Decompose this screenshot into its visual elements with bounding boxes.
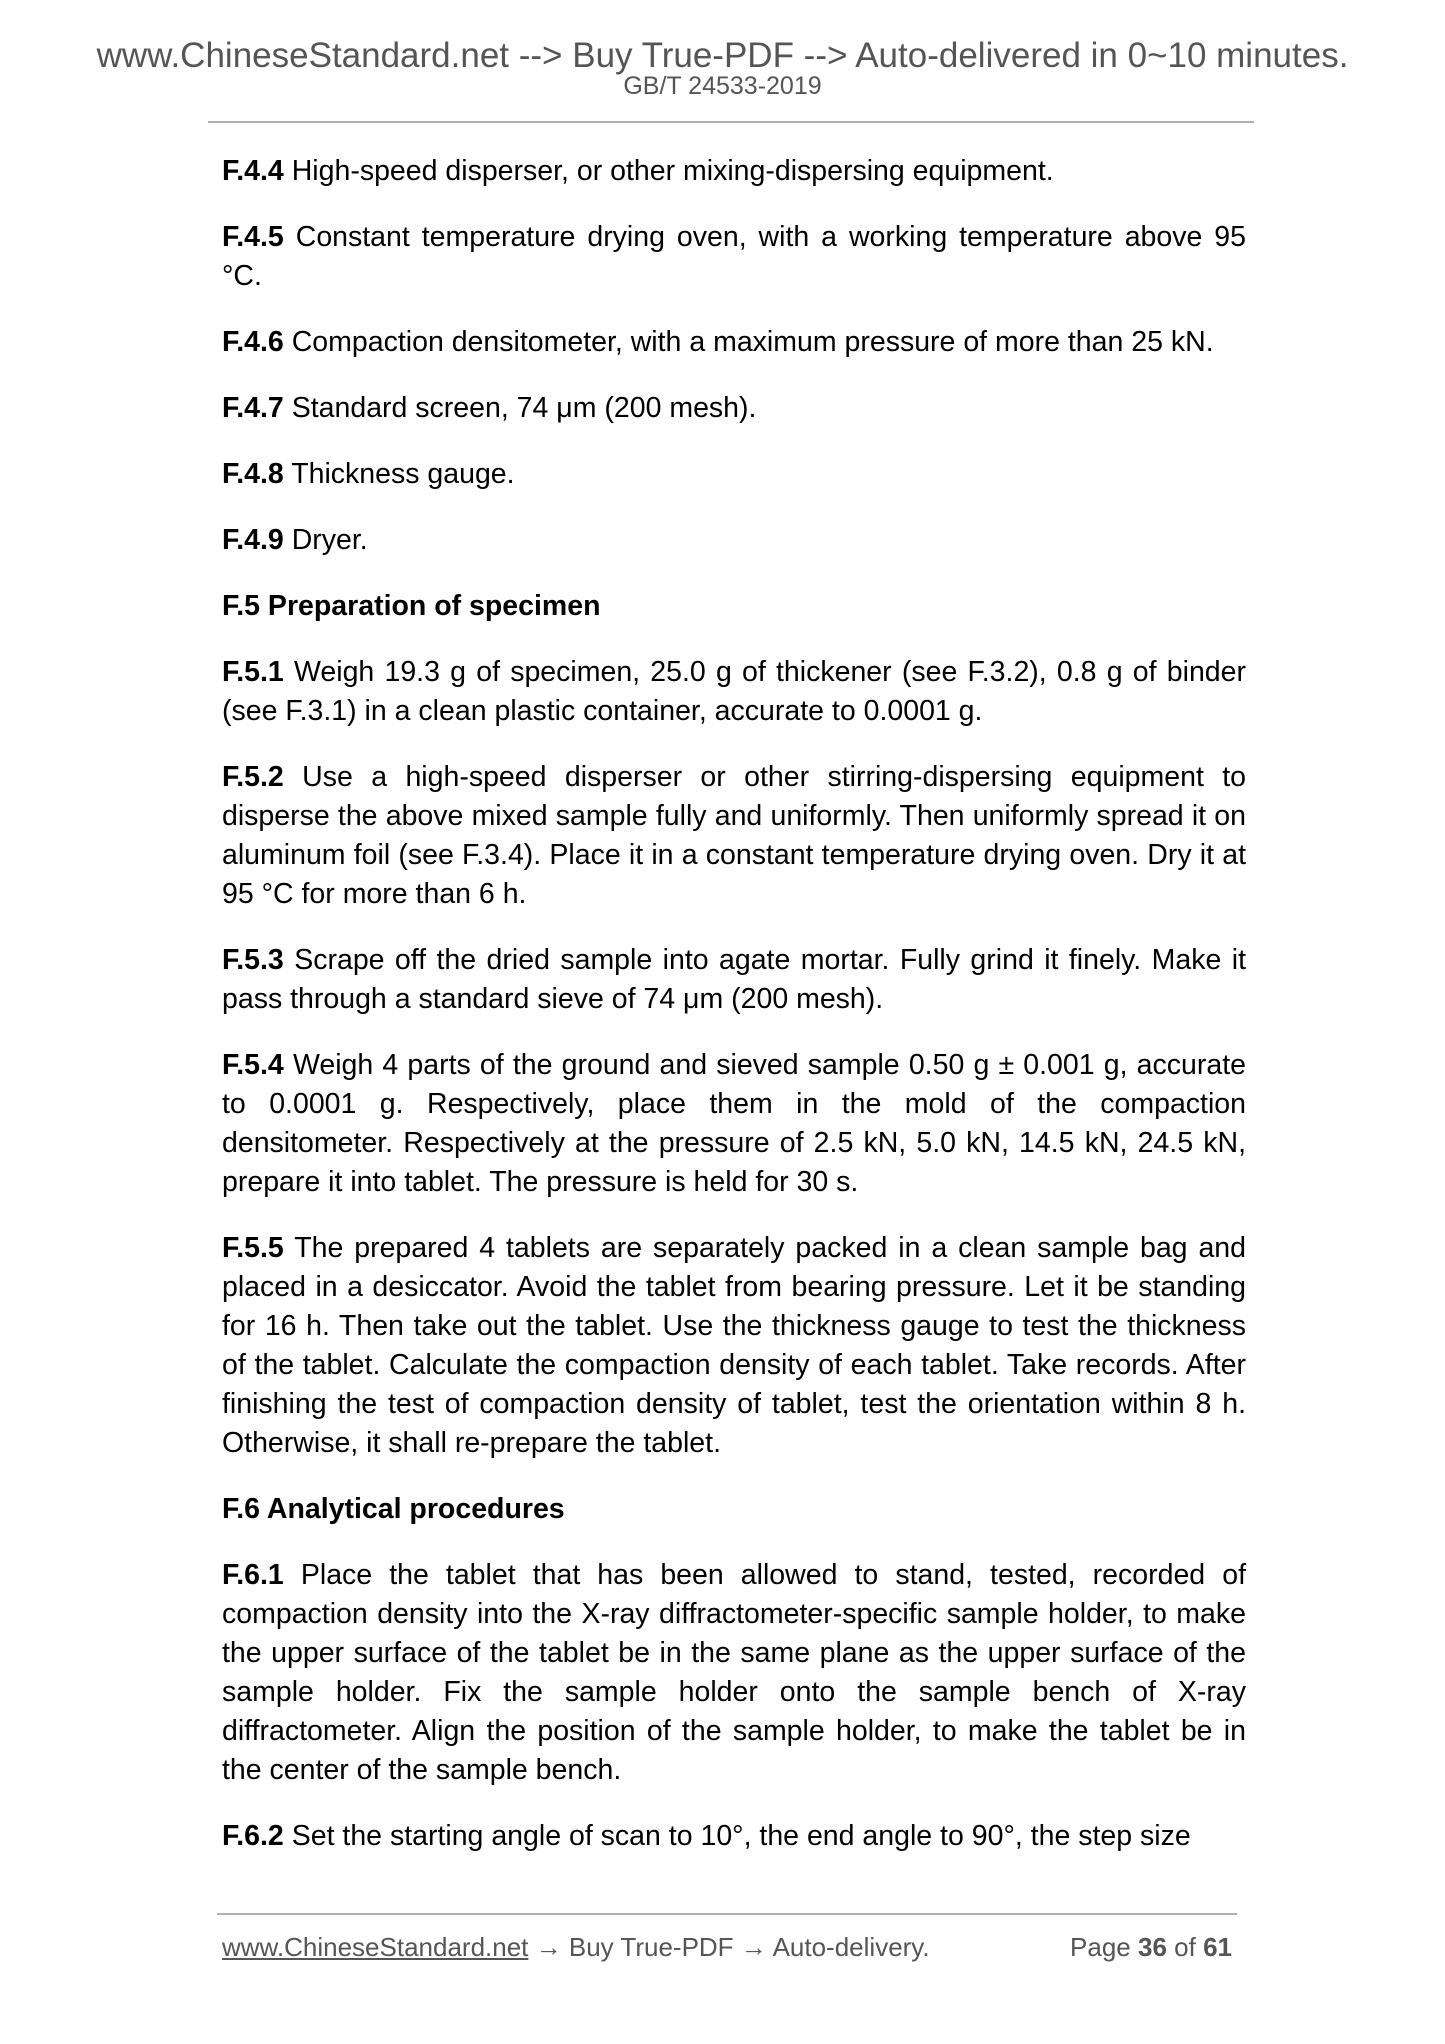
header-banner-link[interactable]: www.ChineseStandard.net --> Buy True-PDF --> Auto-delivered in 0~10 minutes.	[96, 36, 1349, 75]
header-divider	[208, 121, 1254, 123]
clause-number: F.5.3	[222, 944, 284, 976]
clause-paragraph	[222, 218, 1246, 296]
clause-text: Set the starting angle of scan to 10°, the end angle to 90°, the step size	[283, 1820, 1191, 1852]
document-body	[222, 152, 1246, 1883]
clause-text: Weigh 19.3 g of specimen, 25.0 g of thickener (see F.3.2), 0.8 g of binder (see F.3.1) in a clean plastic container, accurate to 0.0001 g.	[222, 656, 1246, 727]
clause-text: Compaction densitometer, with a maximum pressure of more than 25 kN.	[283, 326, 1214, 358]
clause-paragraph	[222, 1229, 1246, 1463]
clause-text: Scrape off the dried sample into agate mortar. Fully grind it finely. Make it pass through a standard sieve of 74 μm (200 mesh).	[222, 944, 1246, 1015]
clause-paragraph	[222, 653, 1246, 731]
page-total: 61	[1203, 1932, 1232, 1962]
section-heading: F.5 Preparation of specimen	[222, 590, 601, 622]
clause-paragraph	[222, 389, 1246, 428]
clause-paragraph	[222, 1817, 1246, 1856]
clause-paragraph	[222, 521, 1246, 560]
clause-paragraph	[222, 323, 1246, 362]
clause-paragraph	[222, 758, 1246, 914]
clause-text: The prepared 4 tablets are separately packed in a clean sample bag and placed in a desiccator. Avoid the tablet from bearing pressure. Let it be standing for 16 h. Then take out the tablet. Use the thickness gauge to test the thickness of the tablet. Calculate the compaction density of each tablet. Take records. After finishing the test of compaction density of tablet, test the orientation within 8 h. Otherwise, it shall re-prepare the tablet.	[222, 1232, 1246, 1459]
clause-number: F.4.8	[222, 458, 284, 490]
footer-links	[222, 1932, 930, 1963]
clause-text: Place the tablet that has been allowed to stand, tested, recorded of compaction density into the X-ray diffractometer-specific sample holder, to make the upper surface of the tablet be in the same plane as the upper surface of the sample holder. Fix the sample holder onto the sample bench of X-ray diffractometer. Align the position of the sample holder, to make the tablet be in the center of the sample bench.	[222, 1559, 1246, 1786]
clause-text: Standard screen, 74 μm (200 mesh).	[283, 392, 757, 424]
page-number: 36	[1138, 1932, 1167, 1962]
footer-site-link[interactable]: www.ChineseStandard.net	[222, 1932, 529, 1962]
clause-number: F.5.1	[222, 656, 284, 688]
clause-number: F.4.4	[222, 155, 284, 187]
clause-text: Weigh 4 parts of the ground and sieved sample 0.50 g ± 0.001 g, accurate to 0.0001 g. Respectively, place them in the mold of the compaction densitometer. Respectively at the pressure of 2.5 kN, 5.0 kN, 14.5 kN, 24.5 kN, prepare it into tablet. The pressure is held for 30 s.	[222, 1049, 1246, 1198]
clause-number: F.4.6	[222, 326, 284, 358]
clause-number: F.4.9	[222, 524, 284, 556]
standard-number: GB/T 24533-2019	[623, 72, 822, 100]
clause-text: High-speed disperser, or other mixing-dispersing equipment.	[283, 155, 1054, 187]
clause-text: Use a high-speed disperser or other stirring-dispersing equipment to disperse the above mixed sample fully and uniformly. Then uniformly spread it on aluminum foil (see F.3.4). Place it in a constant temperature drying oven. Dry it at 95 °C for more than 6 h.	[222, 761, 1246, 910]
clause-number: F.6.2	[222, 1820, 284, 1852]
section-heading: F.6 Analytical procedures	[222, 1493, 565, 1525]
clause-text: Constant temperature drying oven, with a working temperature above 95 °C.	[222, 221, 1246, 292]
clause-number: F.4.7	[222, 392, 284, 424]
clause-paragraph	[222, 1046, 1246, 1202]
page-indicator	[1070, 1932, 1232, 1963]
clause-number: F.4.5	[222, 221, 284, 253]
clause-paragraph	[222, 941, 1246, 1019]
clause-paragraph	[222, 1556, 1246, 1790]
of-word: of	[1174, 1932, 1196, 1962]
clause-text: Dryer.	[283, 524, 368, 556]
clause-number: F.6.1	[222, 1559, 284, 1591]
clause-number: F.5.4	[222, 1049, 284, 1081]
clause-paragraph	[222, 152, 1246, 191]
clause-number: F.5.5	[222, 1232, 284, 1264]
footer-divider	[217, 1913, 1237, 1915]
footer-tagline: → Buy True-PDF → Auto-delivery.	[528, 1932, 930, 1962]
clause-number: F.5.2	[222, 761, 284, 793]
page-word: Page	[1070, 1932, 1131, 1962]
clause-text: Thickness gauge.	[283, 458, 515, 490]
clause-paragraph	[222, 455, 1246, 494]
